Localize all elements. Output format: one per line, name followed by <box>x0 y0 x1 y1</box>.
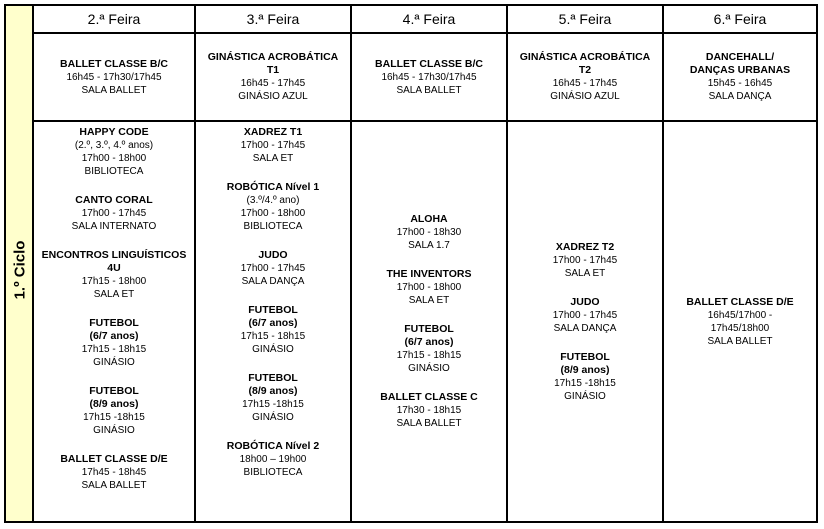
activity-detail: 17h00 - 17h45 <box>240 263 306 274</box>
activity-title: (6/7 anos) <box>404 336 454 348</box>
activity-block <box>241 249 306 288</box>
activity-block <box>60 58 168 97</box>
activity-title: (8/9 anos) <box>560 363 610 376</box>
day-header-wednesday: 4.ª Feira <box>352 6 508 32</box>
day-header-monday: 2.ª Feira <box>34 6 196 32</box>
activity-title: HAPPY CODE <box>79 126 149 138</box>
activity-title: BALLET CLASSE B/C <box>375 57 483 70</box>
activity-detail: 17h15 -18h15 <box>83 412 145 423</box>
activity-title: T1 <box>266 64 280 76</box>
cell-monday-row2 <box>34 122 196 521</box>
activity-detail: SALA BALLET <box>81 480 147 491</box>
cycle-column <box>6 6 34 521</box>
activity-block <box>242 372 304 424</box>
activity-detail: BIBLIOTECA <box>243 467 303 478</box>
activity-title: JUDO <box>258 249 288 261</box>
activity-title: JUDO <box>570 295 600 308</box>
activity-block <box>387 268 472 307</box>
activity-title: FUTEBOL <box>560 350 610 363</box>
activity-detail: 17h15 - 18h00 <box>81 276 147 287</box>
activity-title: FUTEBOL <box>248 304 298 316</box>
activity-title: ROBÓTICA Nível 1 <box>226 181 320 193</box>
activity-title: FUTEBOL <box>89 385 139 397</box>
activity-detail: SALA ET <box>93 289 135 300</box>
activity-detail: GINÁSIO <box>252 412 294 423</box>
day-header-thursday: 5.ª Feira <box>508 6 664 32</box>
cell-friday-row2 <box>664 122 816 521</box>
activity-title: DANCEHALL/ <box>705 51 775 63</box>
activity-title: XADREZ T2 <box>555 240 615 253</box>
activity-detail: 15h45 - 16h45 <box>707 78 773 89</box>
cell-thursday-row2 <box>508 122 664 521</box>
activity-detail: SALA BALLET <box>396 84 462 96</box>
activity-title: (8/9 anos) <box>248 385 298 397</box>
activity-detail: 16h45/17h00 - <box>707 309 773 321</box>
activity-detail: 16h45 - 17h45 <box>552 78 618 89</box>
activity-block <box>42 249 187 301</box>
activity-title: BALLET CLASSE D/E <box>60 453 168 465</box>
activity-detail: 17h45 - 18h45 <box>81 467 147 478</box>
activity-title: FUTEBOL <box>404 323 454 335</box>
cycle-label: 1.º Ciclo <box>11 240 29 300</box>
activity-title: (6/7 anos) <box>89 330 139 342</box>
activity-detail: 17h00 - 18h00 <box>396 282 462 293</box>
activity-title: CANTO CORAL <box>75 194 153 206</box>
activity-block <box>208 51 338 103</box>
activity-detail: SALA BALLET <box>707 335 773 347</box>
activity-title: ROBÓTICA Nível 2 <box>226 440 320 452</box>
activity-title: T2 <box>578 64 592 76</box>
activity-detail: 17h00 - 17h45 <box>552 309 618 321</box>
cell-monday-row1 <box>34 34 196 120</box>
activity-detail: 17h15 -18h15 <box>554 377 616 389</box>
activity-detail: GINÁSIO <box>408 363 450 374</box>
activity-block <box>75 126 153 178</box>
cell-tuesday-row1 <box>196 34 352 120</box>
activity-block <box>82 317 147 369</box>
activity-block <box>554 351 616 403</box>
activity-detail: SALA 1.7 <box>408 240 450 251</box>
activity-detail: GINÁSIO AZUL <box>550 91 620 102</box>
activity-title: BALLET CLASSE C <box>380 391 478 403</box>
activity-title: GINÁSTICA ACROBÁTICA <box>519 51 651 63</box>
activity-detail: (3.º/4.º ano) <box>246 195 300 206</box>
activity-detail: 17h00 - 18h00 <box>240 208 306 219</box>
activity-title: (8/9 anos) <box>89 398 139 410</box>
activity-detail: GINÁSIO <box>252 344 294 355</box>
activity-block <box>380 391 477 430</box>
cell-wednesday-row1 <box>352 34 508 120</box>
cell-friday-row1 <box>664 34 816 120</box>
activity-title: FUTEBOL <box>89 317 139 329</box>
activity-block <box>397 213 462 252</box>
activity-block <box>686 296 793 348</box>
schedule-row-2 <box>34 122 816 521</box>
activity-detail: BIBLIOTECA <box>243 221 303 232</box>
activity-detail: 16h45 - 17h30/17h45 <box>381 71 477 83</box>
activity-detail: 16h45 - 17h45 <box>240 78 306 89</box>
activity-detail: 17h15 - 18h15 <box>81 344 147 355</box>
activity-detail: (2.º, 3.º, 4.º anos) <box>74 140 154 151</box>
activity-title: BALLET CLASSE D/E <box>686 295 794 308</box>
activity-detail: 17h15 - 18h15 <box>396 350 462 361</box>
activity-detail: SALA ET <box>408 295 450 306</box>
activity-detail: SALA ET <box>252 153 294 164</box>
activity-title: ENCONTROS LINGUÍSTICOS <box>41 249 187 261</box>
activity-detail: 17h15 - 18h15 <box>240 331 306 342</box>
activity-detail: 17h00 - 17h45 <box>552 254 618 266</box>
activity-block <box>690 51 790 103</box>
activity-block <box>553 241 618 280</box>
activity-detail: GINÁSIO <box>93 425 135 436</box>
activity-title: (6/7 anos) <box>248 317 298 329</box>
activity-block <box>241 304 306 356</box>
activity-block <box>397 323 462 375</box>
activity-title: ALOHA <box>410 213 448 225</box>
activity-detail: GINÁSIO <box>564 390 606 402</box>
activity-title: DANÇAS URBANAS <box>689 64 791 76</box>
activity-detail: SALA DANÇA <box>708 91 772 102</box>
activity-title: FUTEBOL <box>248 372 298 384</box>
activity-detail: GINÁSIO <box>93 357 135 368</box>
activity-detail: 17h30 - 18h15 <box>396 405 462 416</box>
activity-title: GINÁSTICA ACROBÁTICA <box>207 51 339 63</box>
cell-tuesday-row2 <box>196 122 352 521</box>
day-header-friday: 6.ª Feira <box>713 11 767 27</box>
activity-detail: 18h00 – 19h00 <box>239 454 307 465</box>
schedule-grid <box>34 6 816 521</box>
activity-title: XADREZ T1 <box>243 126 303 138</box>
activity-detail: SALA BALLET <box>81 84 147 96</box>
day-header-tuesday: 3.ª Feira <box>196 6 352 32</box>
activity-detail: SALA BALLET <box>396 418 462 429</box>
activity-detail: SALA INTERNATO <box>71 221 157 232</box>
activity-detail: 17h00 - 18h30 <box>396 227 462 238</box>
activity-block <box>520 51 650 103</box>
activity-title: BALLET CLASSE B/C <box>60 57 168 70</box>
activity-detail: GINÁSIO AZUL <box>238 91 308 102</box>
cell-wednesday-row2 <box>352 122 508 521</box>
weekday-header-row <box>34 6 816 34</box>
schedule-row-1 <box>34 34 816 122</box>
activity-block <box>60 453 167 492</box>
activity-detail: 16h45 - 17h30/17h45 <box>66 71 162 83</box>
activity-block <box>553 296 618 335</box>
activity-block <box>83 385 145 437</box>
activity-block <box>72 194 157 233</box>
activity-detail: 17h00 - 17h45 <box>240 140 306 151</box>
activity-detail: SALA ET <box>564 267 606 279</box>
activity-block <box>227 440 319 479</box>
activity-title: THE INVENTORS <box>386 268 472 280</box>
cell-thursday-row1 <box>508 34 664 120</box>
activity-title: 4U <box>107 262 121 274</box>
activity-block <box>241 126 306 165</box>
activity-detail: SALA DANÇA <box>553 322 617 334</box>
activity-detail: 17h00 - 18h00 <box>81 153 147 164</box>
activity-block <box>375 58 483 97</box>
activity-detail: 17h00 - 17h45 <box>81 208 147 219</box>
activity-detail: SALA DANÇA <box>241 276 305 287</box>
activity-block <box>227 181 319 233</box>
activity-detail: 17h45/18h00 <box>710 322 770 334</box>
activity-detail: BIBLIOTECA <box>84 166 144 177</box>
activity-detail: 17h15 -18h15 <box>242 399 304 410</box>
schedule-table <box>4 4 818 523</box>
